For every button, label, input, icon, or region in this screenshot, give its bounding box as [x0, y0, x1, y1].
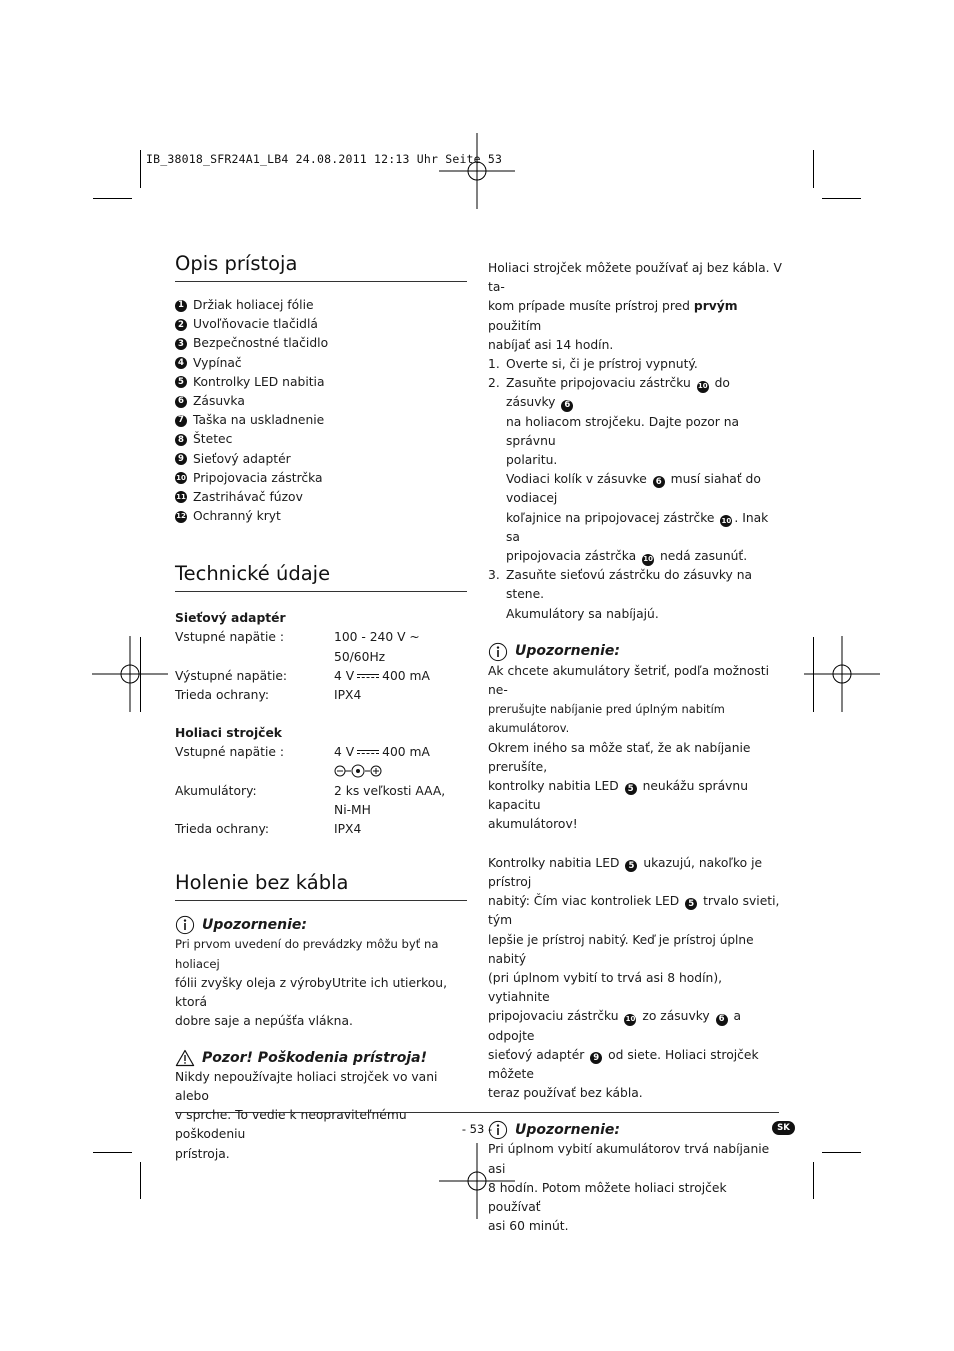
notice-heading: Upozornenie:: [488, 642, 783, 662]
list-item: 12 Ochranný kryt: [176, 509, 281, 524]
intro-text: Holiaci strojček môžete používať aj bez kábla. V ta- kom prípade musíte prístroj pred prvým použitím nabíjať asi 14 hodín.: [488, 261, 782, 352]
number-2-icon: 2: [175, 319, 187, 331]
warning-text: Nikdy nepoužívajte holiaci strojček vo vani alebo v sprche. To vedie k neopraviteľnému poškodeniu prístroja.: [175, 1069, 438, 1161]
footer-rule: [175, 1112, 779, 1113]
number-10-icon: 10: [642, 554, 654, 566]
number-6-icon: 6: [716, 1014, 728, 1026]
notice-heading: Upozornenie:: [488, 1120, 783, 1140]
number-5-icon: 5: [625, 783, 637, 795]
number-1-icon: 1: [175, 300, 187, 312]
spec-row: Akumulátory: 2 ks veľkosti AAA, Ni-MH: [175, 783, 446, 818]
notice-text: Pri úplnom vybití akumulátorov trvá nabíjanie asi 8 hodín. Potom môžete holiaci strojček používať asi 60 minút.: [488, 1142, 770, 1234]
list-item: 10 Pripojovacia zástrčka: [176, 470, 323, 485]
number-5-icon: 5: [625, 860, 637, 872]
registration-mark-top: [439, 133, 515, 209]
number-5-icon: 5: [175, 376, 187, 388]
led-paragraph: Kontrolky nabitia LED 5 ukazujú, nakoľko je prístroj nabitý: Čím viac kontroliek LED 5 trvalo svieti, tým lepšie je prístroj nabitý. Keď je prístroj úplne nabitý (pri úplnom vybití to trvá asi 8 hodín), vytiahnite pripojovaciu zástrčku 10 zo zásuvky 6 a odpojte sieťový adaptér 9 od siete. Holiaci strojček môžete teraz používať bez kábla.: [488, 855, 780, 1101]
number-9-icon: 9: [175, 453, 187, 465]
info-icon: [488, 642, 508, 662]
spec-row: Výstupné napätie: 4 V 400 mA: [175, 668, 430, 683]
registration-mark-right: [804, 636, 880, 712]
shaver-heading: Holiaci strojček: [175, 726, 282, 741]
number-10-icon: 10: [720, 515, 732, 527]
charging-steps: [488, 355, 783, 624]
number-11-icon: 11: [175, 491, 187, 503]
section-title-tech: Technické údaje: [175, 560, 467, 592]
number-7-icon: 7: [175, 415, 187, 427]
left-column: [175, 250, 467, 1164]
list-item: 8 Štetec: [175, 430, 467, 449]
number-5-icon: 5: [685, 898, 697, 910]
notice-text: Ak chcete akumulátory šetriť, podľa možnosti ne- prerušujte nabíjanie pred úplným nabitím akumulátorov. Okrem iného sa môže stať, že ak nabíjanie prerušíte, kontrolky nabitia LED 5 neukážu správnu kapacitu akumulátorov!: [488, 663, 770, 832]
number-8-icon: 8: [175, 434, 187, 446]
notice-text: Pri prvom uvedení do prevádzky môžu byť na holiacej fólii zvyšky oleja z výrobyUtrite ich utierkou, ktorá dobre saje a nepúšťa vlákna.: [175, 937, 448, 1029]
number-10-icon: 10: [697, 381, 709, 393]
number-12-icon: 12: [175, 511, 187, 523]
number-9-icon: 9: [590, 1052, 602, 1064]
list-item: 2. Zasuňte pripojovaciu zástrčku 10 do zásuvky 6 na holiacom strojčeku. Dajte pozor na správnu polaritu. Vodiaci kolík v zásuvke 6 musí siahať do vodiacej koľajnice na pripojovacej zástrčke 10 . Inak sa pripojovacia zástrčka 10 nedá zasunúť.: [488, 374, 783, 566]
warning-heading: Pozor! Poškodenia prístroja!: [175, 1049, 467, 1068]
list-item: 11 Zastrihávač fúzov: [176, 489, 303, 504]
right-column: [488, 259, 783, 1236]
spec-row: Trieda ochrany: IPX4: [175, 822, 362, 837]
adapter-heading: Sieťový adaptér: [175, 611, 286, 626]
number-6-icon: 6: [653, 476, 665, 488]
list-item: 7 Taška na uskladnenie: [175, 411, 467, 430]
list-item: 5 Kontrolky LED nabitia: [175, 373, 467, 392]
language-badge: SK: [772, 1121, 795, 1135]
number-4-icon: 4: [175, 357, 187, 369]
page-number: - 53 -: [461, 1122, 493, 1136]
print-slug: IB_38018_SFR24A1_LB4 24.08.2011 12:13 Uhr Seite 53: [146, 152, 503, 166]
polarity-icon: [334, 764, 382, 778]
list-item: 1. Overte si, či je prístroj vypnutý.: [488, 357, 698, 372]
list-item: 2 Uvoľňovacie tlačidlá: [175, 315, 467, 334]
parts-list: [175, 296, 467, 526]
section-title-opis: Opis prístoja: [175, 250, 467, 282]
dc-symbol-icon: [357, 672, 379, 680]
list-item: 3 Bezpečnostné tlačidlo: [175, 334, 467, 353]
registration-mark-left: [92, 636, 168, 712]
number-10-icon: 10: [624, 1014, 636, 1026]
number-10-icon: 10: [175, 472, 187, 484]
list-item: 3. Zasuňte sieťovú zástrčku do zásuvky na stene. Akumulátory sa nabíjajú.: [488, 568, 753, 621]
notice-heading: Upozornenie:: [175, 915, 467, 935]
list-item: 4 Vypínač: [175, 354, 467, 373]
list-item: 1 Držiak holiacej fólie: [175, 296, 467, 315]
warning-triangle-icon: [175, 1049, 195, 1067]
number-6-icon: 6: [175, 396, 187, 408]
dc-symbol-icon: [357, 748, 379, 756]
info-icon: [175, 915, 195, 935]
spec-row: Vstupné napätie : 100 - 240 V ~ 50/60Hz: [175, 630, 420, 664]
spec-row: Trieda ochrany: IPX4: [175, 688, 362, 703]
section-title-cordless: Holenie bez kábla: [175, 869, 467, 901]
spec-row: Vstupné napätie : 4 V 400 mA: [175, 743, 467, 781]
list-item: 6 Zásuvka: [175, 392, 467, 411]
number-3-icon: 3: [175, 338, 187, 350]
number-6-icon: 6: [561, 400, 573, 412]
list-item: 9 Sieťový adaptér: [175, 450, 467, 469]
